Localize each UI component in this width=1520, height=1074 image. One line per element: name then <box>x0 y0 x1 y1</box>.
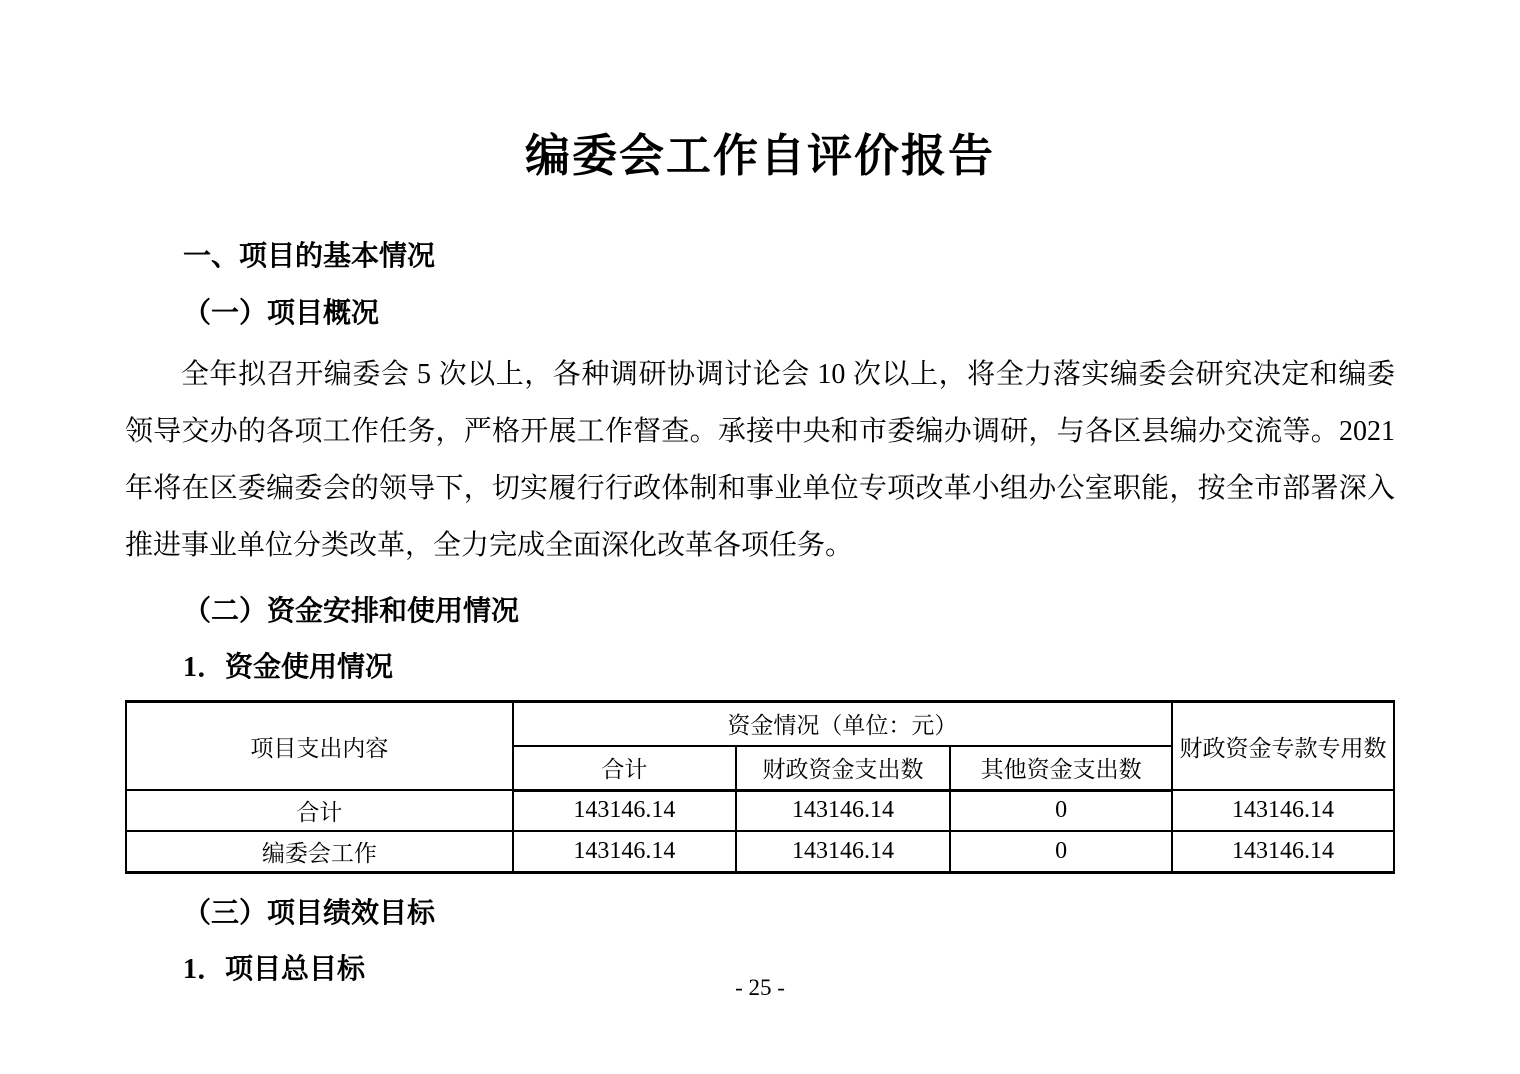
heading-overall-goal: 1．项目总目标 <box>183 953 366 985</box>
row-fiscal: 143146.14 <box>736 831 950 872</box>
row-special: 143146.14 <box>1172 831 1394 872</box>
heading-funds-arrangement: （二）资金安排和使用情况 <box>183 596 520 627</box>
table-row <box>126 790 1394 831</box>
table-header-special-fund: 财政资金专款专用数 <box>1172 702 1394 791</box>
table-header-other-expense: 其他资金支出数 <box>950 746 1172 790</box>
heading-performance-goals: （三）项目绩效目标 <box>183 897 436 929</box>
table-header-expense-content: 项目支出内容 <box>126 702 513 791</box>
heading-basic-info: 一、项目的基本情况 <box>183 240 436 271</box>
row-special: 143146.14 <box>1172 790 1394 831</box>
row-label: 合计 <box>126 790 513 831</box>
row-other: 0 <box>950 790 1172 831</box>
page-title: 编委会工作自评价报告 <box>524 131 995 181</box>
page-number: - 25 - <box>735 975 785 1000</box>
row-fiscal: 143146.14 <box>736 790 950 831</box>
row-total: 143146.14 <box>513 790 736 831</box>
heading-funds-usage: 1．资金使用情况 <box>183 652 394 683</box>
document-content <box>0 236 1520 992</box>
heading-project-overview: （一）项目概况 <box>183 298 380 329</box>
row-label: 编委会工作 <box>126 831 513 872</box>
table-header-total: 合计 <box>513 746 736 790</box>
funds-usage-table <box>125 700 1395 874</box>
row-other: 0 <box>950 831 1172 872</box>
overview-paragraph: 全年拟召开编委会 5 次以上，各种调研协调讨论会 10 次以上，将全力落实编委会研究决定和编委领导交办的各项工作任务，严格开展工作督查。承接中央和市委编办调研，与各区县编办交流等。2021 年将在区委编委会的领导下，切实履行行政体制和事业单位专项改革小组办公室职能，按全市部署深入推进事业单位分类改革，全力完成全面深化改革各项任务。 <box>125 359 1395 561</box>
row-total: 143146.14 <box>513 831 736 872</box>
table-header-fiscal-expense: 财政资金支出数 <box>736 746 950 790</box>
table-row <box>126 831 1394 872</box>
table-header-fund-group: 资金情况（单位：元） <box>513 702 1172 746</box>
